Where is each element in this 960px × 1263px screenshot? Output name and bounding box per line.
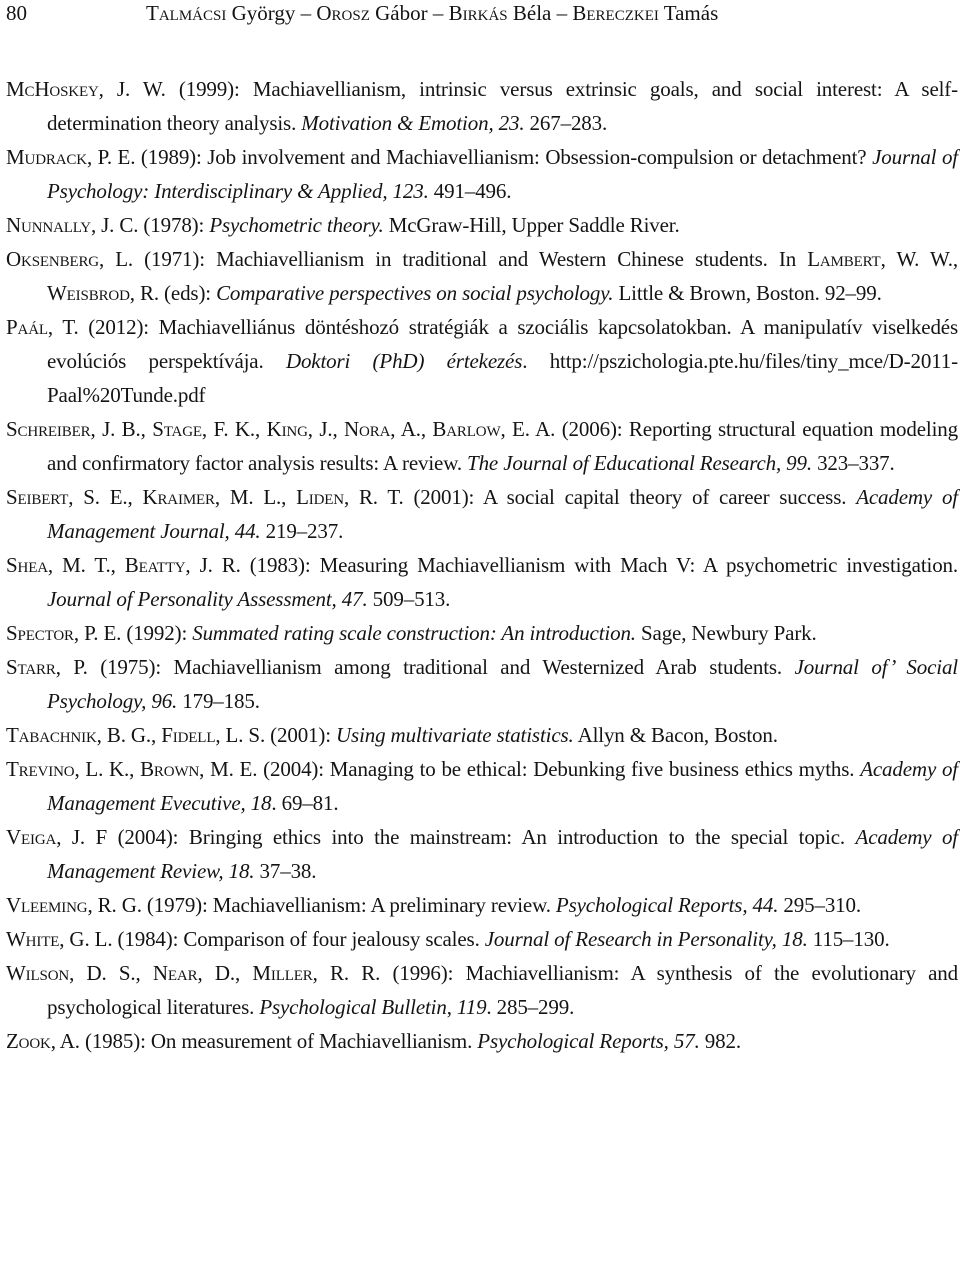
reference-text: . 69–81.	[271, 791, 339, 815]
reference-text: 982.	[699, 1029, 741, 1053]
reference-author: Near	[152, 961, 198, 985]
reference-author: Schreiber	[6, 417, 91, 441]
reference-text: , L. K.,	[74, 757, 141, 781]
author-family-name: Orosz	[316, 1, 370, 25]
reference-author: Barlow	[432, 417, 501, 441]
reference-text: , E. A. (2006): Reporting structural equation modeling and confirmatory factor analysis results: A review.	[47, 417, 958, 475]
reference-text: Allyn & Bacon, Boston.	[573, 723, 778, 747]
reference-text: , P. E. (1992):	[73, 621, 193, 645]
reference-source-title: Motivation & Emotion, 23.	[301, 111, 525, 135]
reference-text: , J. F (2004): Bringing ethics into the mainstream: An introduction to the special topic.	[56, 825, 856, 849]
reference-author: Seibert	[6, 485, 69, 509]
reference-text: , L. (1971): Machiavellianism in traditional and Western Chinese students. In	[99, 247, 808, 271]
author-given-name: Tamás	[663, 1, 719, 25]
reference-entry	[6, 72, 958, 140]
reference-author: King	[266, 417, 308, 441]
reference-author: Nora	[344, 417, 391, 441]
reference-text: . http://pszichologia.pte.hu/files/tiny_mce/D-2011-Paal%20Tunde.pdf	[47, 349, 958, 407]
reference-text: , R. R. (1996): Machiavellianism: A synthesis of the evolutionary and psychological literatures.	[47, 961, 958, 1019]
reference-text: , P. (1975): Machiavellianism among traditional and Westernized Arab students.	[55, 655, 795, 679]
reference-entry	[6, 548, 958, 616]
reference-source-title: Journal of Personality Assessment, 47.	[47, 587, 368, 611]
reference-entry	[6, 718, 958, 752]
reference-source-title: Doktori (PhD) értekezés	[285, 349, 523, 373]
reference-author: Nunnally	[6, 213, 91, 237]
reference-text: 219–237.	[260, 519, 344, 543]
reference-author: Zook	[6, 1029, 51, 1053]
reference-author: Lambert	[807, 247, 881, 271]
reference-text: , J. W. (1999): Machiavellianism, intrinsic versus extrinsic goals, and social interest: A self-determination theory analysis.	[47, 77, 958, 135]
reference-text: , M. E. (2004): Managing to be ethical: Debunking five business ethics myths.	[199, 757, 861, 781]
reference-text: , M. L.,	[214, 485, 297, 509]
reference-list	[6, 72, 958, 1058]
reference-text: , R. T. (2001): A social capital theory of career success.	[343, 485, 857, 509]
reference-text: McGraw-Hill, Upper Saddle River.	[383, 213, 680, 237]
reference-text: , R. (eds):	[129, 281, 217, 305]
reference-source-title: Using multivariate statistics.	[336, 723, 574, 747]
reference-text: , J. B.,	[90, 417, 153, 441]
reference-author: White	[6, 927, 60, 951]
author-family-name: Birkás	[448, 1, 508, 25]
reference-text: 267–283.	[524, 111, 608, 135]
reference-source-title: Psychological Bulletin	[259, 995, 447, 1019]
reference-text: , R. G. (1979): Machiavellianism: A preliminary review.	[87, 893, 556, 917]
reference-source-title: Academy of Management Evecutive, 18	[47, 757, 958, 815]
reference-author: Veiga	[6, 825, 57, 849]
author-separator: –	[427, 1, 449, 25]
author-family-name: Bereczkei	[572, 1, 659, 25]
reference-text: 115–130.	[807, 927, 890, 951]
reference-entry	[6, 650, 958, 718]
reference-source-title: Academy of Management Journal, 44.	[47, 485, 958, 543]
reference-source-title: Comparative perspectives on social psychology.	[216, 281, 614, 305]
reference-entry	[6, 752, 958, 820]
reference-text: , T. (2012): Machiavelliánus döntéshozó stratégiák a szociális kapcsolatokban. A manipulatív viselkedés evolúciós perspektívája.	[47, 315, 958, 373]
reference-text: , G. L. (1984): Comparison of four jealousy scales.	[59, 927, 485, 951]
reference-entry	[6, 616, 958, 650]
reference-entry	[6, 820, 958, 888]
reference-entry	[6, 412, 958, 480]
reference-entry	[6, 888, 958, 922]
reference-author: Kraimer	[142, 485, 215, 509]
reference-text: , A. (1985): On measurement of Machiavellianism.	[50, 1029, 478, 1053]
reference-author: Spector	[6, 621, 74, 645]
reference-text: , F. K.,	[201, 417, 267, 441]
reference-author: Oksenberg	[6, 247, 99, 271]
author-given-name: Gábor	[375, 1, 428, 25]
reference-source-title: Psychological Reports, 57.	[477, 1029, 700, 1053]
reference-author: Fidell	[161, 723, 216, 747]
reference-text: , J. R. (1983): Measuring Machiavellianism with Mach V: A psychometric investigation.	[185, 553, 958, 577]
reference-source-title: The Journal of Educational Research, 99.	[467, 451, 812, 475]
reference-text: , P. E. (1989): Job involvement and Machiavellianism: Obsession-compulsion or detachment?	[86, 145, 873, 169]
reference-author: Stage	[152, 417, 202, 441]
reference-source-title: Journal of’ Social Psychology, 96.	[47, 655, 958, 713]
reference-text: 509–513.	[367, 587, 451, 611]
reference-text: , A.,	[390, 417, 433, 441]
reference-author: McHoskey	[6, 77, 99, 101]
reference-author: Starr	[6, 655, 56, 679]
reference-text: 295–310.	[778, 893, 861, 917]
reference-text: , D. S.,	[69, 961, 153, 985]
reference-source-title: Journal of Psychology: Interdisciplinary & Applied, 123.	[47, 145, 958, 203]
header-authors	[146, 1, 718, 25]
reference-author: Mudrack	[6, 145, 87, 169]
reference-text: 179–185.	[177, 689, 260, 713]
author-separator: –	[551, 1, 573, 25]
reference-text: , J.,	[307, 417, 345, 441]
reference-author: Trevino	[6, 757, 75, 781]
reference-author: Weisbrod	[47, 281, 130, 305]
page-number: 80	[6, 1, 27, 25]
reference-source-title: Psychological Reports, 44.	[555, 893, 779, 917]
reference-author: Tabachnik	[6, 723, 97, 747]
reference-source-title: Psychometric theory.	[209, 213, 384, 237]
author-given-name: György	[231, 1, 296, 25]
reference-text: Sage, Newbury Park.	[635, 621, 817, 645]
reference-entry	[6, 242, 958, 310]
reference-author: Beatty	[124, 553, 186, 577]
reference-text: , S. E.,	[68, 485, 143, 509]
reference-entry	[6, 956, 958, 1024]
reference-entry	[6, 310, 958, 412]
reference-text: 323–337.	[811, 451, 895, 475]
reference-entry	[6, 1024, 958, 1058]
reference-source-title: 119	[456, 995, 487, 1019]
reference-text: . 285–299.	[486, 995, 575, 1019]
author-given-name: Béla	[512, 1, 552, 25]
reference-author: Miller	[252, 961, 313, 985]
reference-author: Paál	[6, 315, 48, 339]
reference-entry	[6, 922, 958, 956]
running-header	[6, 0, 956, 26]
reference-text: , L. S. (2001):	[215, 723, 337, 747]
reference-author: Shea	[6, 553, 48, 577]
reference-text: , W. W.,	[880, 247, 958, 271]
reference-text: , B. G.,	[96, 723, 162, 747]
reference-author: Brown	[140, 757, 200, 781]
reference-author: Liden	[296, 485, 344, 509]
reference-entry	[6, 140, 958, 208]
reference-text: , D.,	[197, 961, 253, 985]
reference-author: Wilson	[6, 961, 70, 985]
reference-source-title: Academy of Management Review, 18.	[47, 825, 958, 883]
reference-entry	[6, 208, 958, 242]
reference-source-title: Summated rating scale construction: An introduction.	[192, 621, 636, 645]
author-separator: –	[295, 1, 317, 25]
reference-source-title: Journal of Research in Personality, 18.	[484, 927, 808, 951]
reference-text: Little & Brown, Boston. 92–99.	[613, 281, 882, 305]
reference-entry	[6, 480, 958, 548]
author-family-name: Talmácsi	[146, 1, 227, 25]
reference-author: Vleeming	[6, 893, 88, 917]
reference-text: , J. C. (1978):	[90, 213, 210, 237]
reference-text: 37–38.	[254, 859, 317, 883]
reference-text: 491–496.	[428, 179, 512, 203]
reference-text: ,	[446, 995, 457, 1019]
reference-text: , M. T.,	[47, 553, 125, 577]
